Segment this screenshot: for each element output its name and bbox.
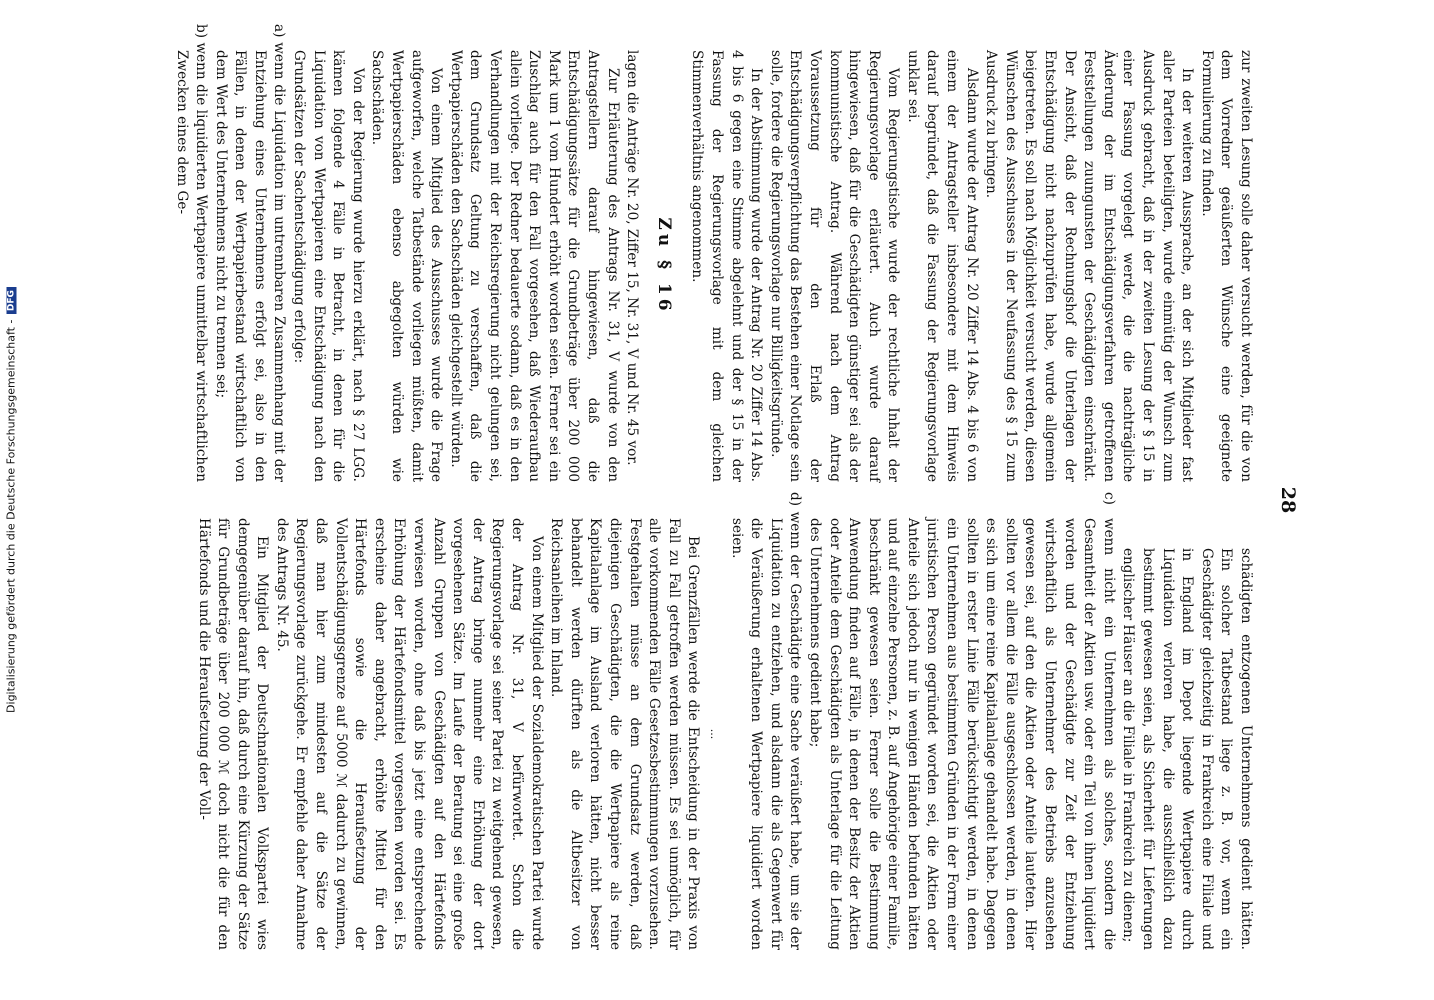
paragraph: Alsdann wurde der Antrag Nr. 20 Ziffer 14 Abs. 4 bis 6 von einem der Antragsteller insbesondere mit dem Hinweis darauf begründet, daß die Fassung der Regierungsvorlage unklar sei.	[904, 50, 980, 482]
list-item: d) wenn der Geschädigte eine Sache veräußert habe, um sie der Liquidation zu entziehen, und alsdann die als Gegenwert für die Veräußerung erhaltenen Wertpapiere liquidiert worden seien.	[728, 492, 804, 950]
scanned-page	[127, 24, 1307, 950]
paragraph: In der weiteren Aussprache, an der sich Mitglieder fast aller Parteien beteiligten, wurde einmütig der Wunsch zum Ausdruck gebracht, daß in der zweiten Lesung der § 15 in einer Fassung vorgelegt werde, die die nachträgliche Änderung der im Entschädigungsverfahren getroffenen Feststellungen zuungunsten der Geschädigten einschränkt. Der Ansicht, daß der Rechnungshof die Unterlagen der Entschädigung nicht nachzuprüfen habe, wurde allgemein beigetreten. Es soll nach Möglichkeit versucht werden, diesen Wünschen des Ausschusses in der Neufassung des § 15 zum Ausdruck zu bringen.	[983, 50, 1196, 482]
paragraph: Vom Regierungstische wurde der rechtliche Inhalt der Regierungsvorlage erläutert. Auch wurde darauf hingewiesen, daß für die Geschädigten günstiger sei als der kommunistische Antrag. Während nach dem Antrag Voraussetzung für den Erlaß der Entschädigungsverpflichtung das Bestehen einer Notlage sein solle, fordere die Regierungsvorlage nur Billigkeitsgründe.	[767, 50, 902, 482]
paragraph: zur zweiten Lesung solle daher versucht werden, für die von dem Vorredner geäußerten Wünsche eine geeignete Formulierung zu finden.	[1198, 50, 1254, 482]
credit-text: Digitalisierung gefördert durch die Deutsche Forschungsgemeinschaft -	[4, 319, 18, 713]
section-heading: Zu § 16	[653, 217, 674, 315]
right-column	[193, 492, 1255, 950]
paragraph: Von der Regierung wurde hierzu erklärt, nach § 27 LGG. kämen folgende 4 Fälle in Betracht, in denen für die Liquidation von Wertpapieren eine Entschädigung nach den Grundsätzen der Sachentschädigung erfolge:	[291, 50, 366, 482]
paragraph: Zur Erläuterung des Antrags Nr. 31, V wurde von den Antragstellern darauf hingewiesen, daß die Entschädigungssätze für die Grundbeträge über 200 000 Mark um 1 vom Hundert erhöht worden seien. Ferner sei ein Zuschlag auch für den Fall vorgesehen, daß Wiederaufbau allein vorliege. Der Redner bedauerte sodann, daß es in den Verhandlungen mit der Reichsregierung nicht gelungen sei, dem Grundsatz Geltung zu verschaffen, daß die Wertpapierschäden den Sachschäden gleichgestellt würden.	[447, 50, 621, 482]
paragraph: Bei Grenzfällen werde die Entscheidung in der Praxis von Fall zu Fall getroffen werden müssen. Es sei unmöglich, für alle vorkommenden Fälle Gesetzesbestimmungen vorzusehen. Festgehalten müsse an dem Grundsatz werden, daß diejenigen Geschädigten, die die Wertpapiere als reine Kapitalanlage im Ausland verloren hätten, nicht besser behandelt werden dürften als die Altbesitzer von Reichsanleihen im Inland.	[548, 518, 702, 950]
paragraph: lagen die Anträge Nr. 20, Ziffer 15, Nr. 31, V und Nr. 45 vor.	[624, 50, 641, 466]
paragraph: Von einem Mitglied der Sozialdemokratischen Partei wurde der Antrag Nr. 31, V befürwortet. Schon die Regierungsvorlage sei seiner Partei zu weitgehend gewesen, der Antrag bringe nunmehr eine Erhöhung der dort vorgesehenen Sätze. Im Laufe der Beratung sei eine große Anzahl Gruppen von Geschädigten auf den Härtefonds verwiesen worden, ohne daß bis jetzt eine entsprechende Erhöhung der Härtefondsmittel vorgesehen worden sei. Es erscheine daher angebracht, erhöhte Mittel für den Härtefonds sowie die Heraufsetzung der Vollentschädigungsgrenze auf 5000 ℳ dadurch zu gewinnen, daß man hier zum mindesten auf die Sätze der Regierungsvorlage zurückgehe. Er empfehle daher Annahme des Antrags Nr. 45.	[273, 518, 545, 950]
dfg-logo: DFG	[7, 287, 17, 314]
digitization-credit	[0, 0, 22, 1000]
paragraph: Von einem Mitglied des Ausschusses wurde die Frage aufgeworfen, welche Tatbestände vorliegen müßten, damit Wertpapierschäden ebenso abgegolten würden wie Sachschäden.	[369, 50, 445, 482]
separator: ...	[707, 728, 721, 740]
paragraph: schädigten entzogenen Unternehmens gedient hätten. Ein solcher Tatbestand liege z. B. vor, wenn ein Geschädigter gleichzeitig in Frankreich eine Filiale und in England im Depot liegende Wertpapiere durch Liquidation verloren habe, die ausschließlich dazu bestimmt gewesen seien, als Sicherheit für Lieferungen englischer Häuser an die Filiale in Frankreich zu dienen;	[1120, 548, 1254, 950]
list-item: c) wenn nicht ein Unternehmen als solches, sondern die Gesamtheit der Aktien usw. oder ein Teil von ihnen liquidiert worden und der Geschädigte zur Zeit der Entziehung wirtschaftlich als Unternehmer des Betriebs anzusehen gewesen sei, auf den die Aktien oder Anteile lauteten. Hier sollten vor allem die Fälle ausgeschlossen werden, in denen es sich um eine reine Kapitalanlage gehandelt habe. Dagegen sollten in erster Linie Fälle berücksichtigt werden, in denen ein Unternehmen aus bestimmten Gründen in der Form einer juristischen Person gegründet worden sei, die Aktien oder Anteile sich jedoch nur in wenigen Händen befunden hätten und auf einzelne Personen, z. B. auf Angehörige einer Familie, beschränkt gewesen seien. Ferner solle die Bestimmung Anwendung finden auf Fälle, in denen der Besitz der Aktien oder Anteile dem Geschädigten als Unterlage für die Leitung des Unternehmens gedient habe;	[806, 492, 1117, 950]
page-number: 28	[1277, 486, 1299, 514]
list-item: b) wenn die liquidierten Wertpapiere unmittelbar wirtschaftlichen Zwecken eines dem Ge-	[173, 24, 210, 482]
list-item: a) wenn die Liquidation im untrennbaren Zusammenhang mit der Entziehung eines Unternehmens erfolgt sei, also in den Fällen, in denen der Wertpapierbestand wirtschaftlich von dem Wert des Unternehmens nicht zu trennen sei;	[212, 24, 288, 482]
paragraph: In der Abstimmung wurde der Antrag Nr. 20 Ziffer 14 Abs. 4 bis 6 gegen eine Stimme abgelehnt und der § 15 in der Fassung der Regierungsvorlage mit dem gleichen Stimmenverhältnis angenommen.	[689, 50, 765, 482]
left-column	[171, 24, 1255, 482]
paragraph: Ein Mitglied der Deutschnationalen Volkspartei wies demgegenüber darauf hin, daß durch eine Kürzung der Sätze für Grundbeträge über 200 000 ℳ doch nicht die für den Härtefonds und die Heraufsetzung der Voll-	[195, 518, 271, 950]
